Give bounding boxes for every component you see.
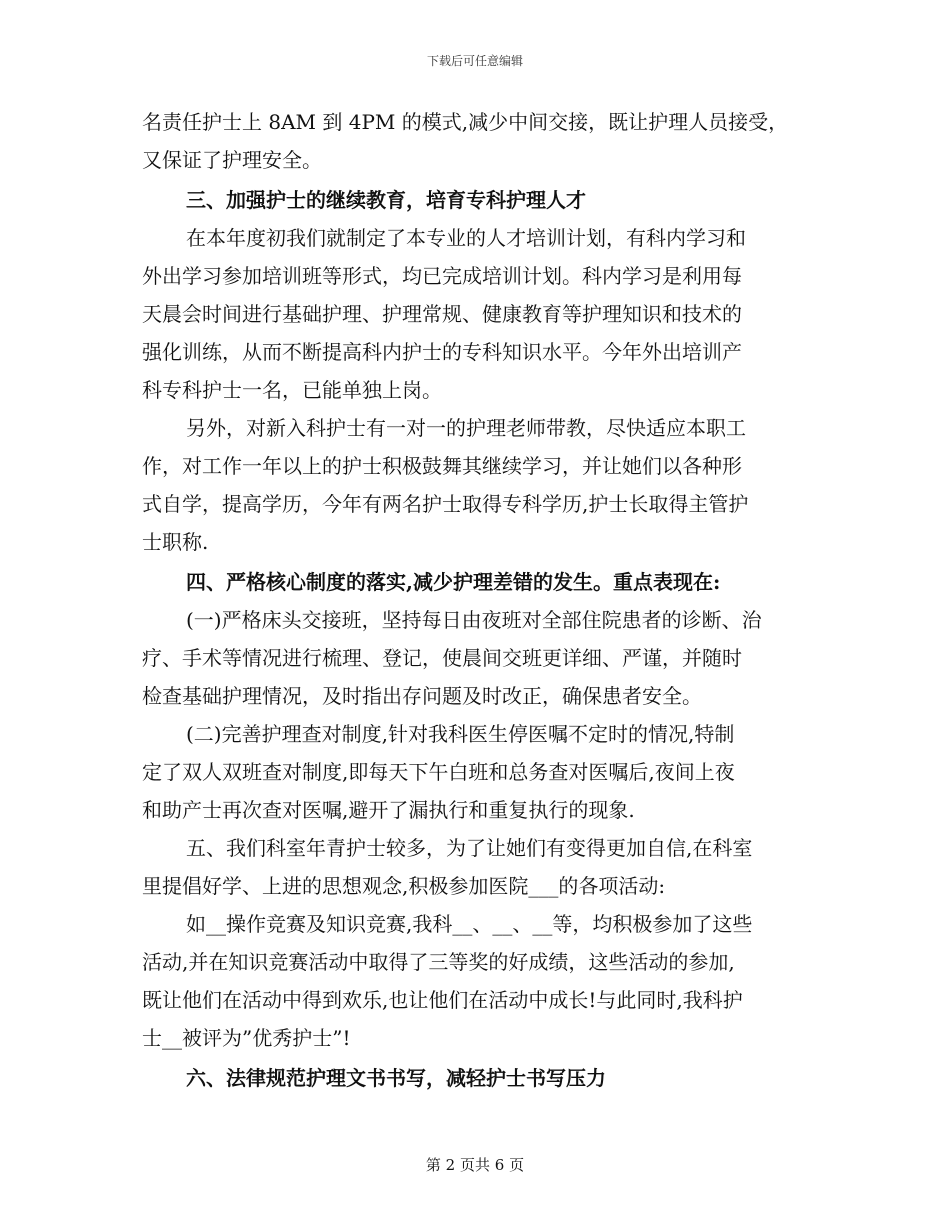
paragraph-line: 在本年度初我们就制定了本专业的人才培训计划，有科内学习和 [186,226,746,250]
paragraph-line: 作，对工作一年以上的护士积极鼓舞其继续学习，并让她们以各种形 [142,454,742,478]
paragraph-line: 如__操作竞赛及知识竞赛,我科__、__、__等，均积极参加了这些 [186,912,753,936]
paragraph-line: (一)严格床头交接班，坚持每日由夜班对全部住院患者的诊断、治 [186,608,762,632]
paragraph-line: 士__被评为”优秀护士”! [142,1026,351,1050]
document-body [142,103,808,1097]
paragraph-line: (二)完善护理查对制度,针对我科医生停医嘱不定时的情况,特制 [186,722,735,746]
paragraph-line: 和助产士再次查对医嘱,避开了漏执行和重复执行的现象. [142,798,635,822]
page-header: 下载后可任意编辑 [426,54,523,68]
paragraph-line: 外出学习参加培训班等形式，均已完成培训计划。科内学习是利用每 [142,264,742,288]
paragraph-line: 天晨会时间进行基础护理、护理常规、健康教育等护理知识和技术的 [142,302,742,326]
paragraph-line: 活动,并在知识竞赛活动中取得了三等奖的好成绩，这些活动的参加, [142,950,735,974]
paragraph-line: 疗、手术等情况进行梳理、登记，使晨间交班更详细、严谨，并随时 [142,646,742,670]
paragraph-line: 检查基础护理情况，及时指出存问题及时改正，确保患者安全。 [142,684,702,708]
paragraph-line: 强化训练，从而不断提高科内护士的专科知识水平。今年外出培训产 [142,340,742,364]
paragraph-line: 里提倡好学、上进的思想观念,积极参加医院___的各项活动: [142,874,666,898]
page-footer: 第 2 页共 6 页 [425,1156,525,1174]
paragraph-line: 既让他们在活动中得到欢乐,也让他们在活动中成长!与此同时,我科护 [142,988,743,1012]
section-heading-line: 三、加强护士的继续教育，培育专科护理人才 [186,188,586,212]
paragraph-line: 科专科护士一名，已能单独上岗。 [142,378,442,402]
paragraph-line: 另外，对新入科护士有一对一的护理老师带教，尽快适应本职工 [186,416,746,440]
paragraph-line: 定了双人双班查对制度,即每天下午白班和总务查对医嘱后,夜间上夜 [142,760,735,784]
paragraph-line: 名责任护士上 8AM 到 4PM 的模式,减少中间交接，既让护理人员接受， [142,110,789,134]
section-heading-line: 六、法律规范护理文书书写，减轻护士书写压力 [186,1066,606,1090]
paragraph-line: 士职称. [142,530,209,554]
paragraph-line: 式自学，提高学历，今年有两名护士取得专科学历,护士长取得主管护 [142,492,749,516]
section-heading-line: 四、严格核心制度的落实,减少护理差错的发生。重点表现在: [186,570,721,594]
paragraph-line: 五、我们科室年青护士较多，为了让她们有变得更加自信,在科室 [186,836,753,860]
paragraph-line: 又保证了护理安全。 [142,148,322,172]
